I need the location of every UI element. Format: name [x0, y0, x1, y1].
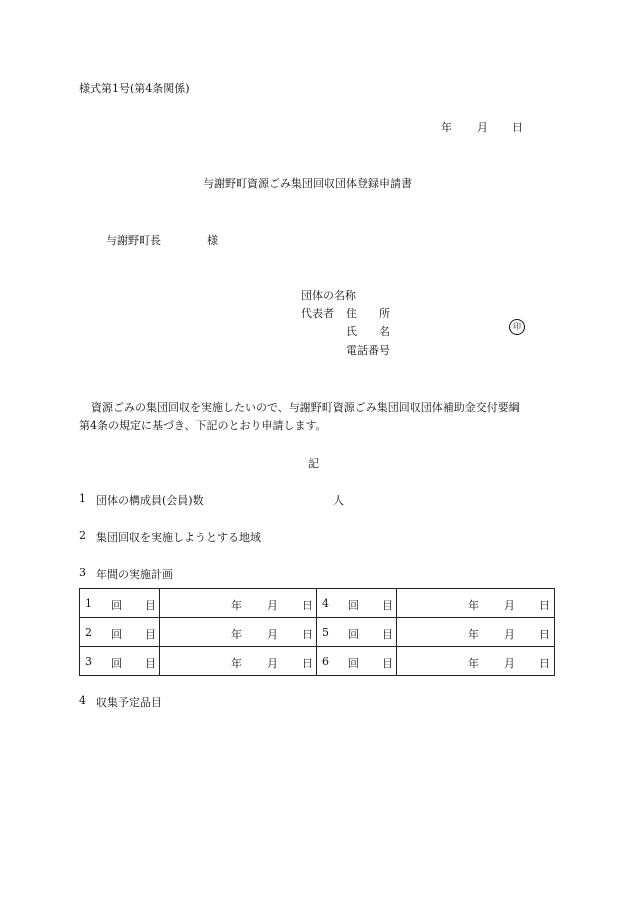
phone-label: 電話番号 [346, 344, 390, 357]
year-label: 年 [231, 657, 242, 670]
kai-label: 回 [111, 599, 122, 612]
table-row [80, 589, 555, 618]
year-label: 年 [231, 628, 242, 641]
kai-label: 回 [348, 599, 359, 612]
kai-label: 回 [111, 628, 122, 641]
day-label: 日 [539, 599, 550, 612]
collection-date-cell [397, 647, 555, 676]
collection-date-cell [397, 618, 555, 647]
item-1-number: 1 [79, 492, 86, 505]
year-label: 年 [468, 657, 479, 670]
kai-label: 回 [348, 628, 359, 641]
item-4-label: 収集予定品目 [96, 696, 162, 709]
month-label: 月 [504, 599, 515, 612]
name-label: 氏 名 [346, 325, 390, 338]
body-text-line-1: 資源ごみの集団回収を実施したいので、与謝野町資源ごみ集団回収団体補助金交付要綱 [91, 401, 520, 414]
item-2-number: 2 [79, 529, 86, 542]
collection-number: 1 [85, 597, 92, 610]
me-label: 目 [382, 599, 393, 612]
table-row [80, 647, 555, 676]
kai-label: 回 [348, 657, 359, 670]
item-3-number: 3 [79, 566, 86, 579]
date-year-label: 年 [441, 121, 452, 134]
year-label: 年 [468, 628, 479, 641]
ki-heading: 記 [308, 457, 319, 470]
collection-count-cell [317, 618, 397, 647]
me-label: 目 [145, 628, 156, 641]
day-label: 日 [539, 628, 550, 641]
collection-date-cell [160, 647, 317, 676]
form-number: 様式第1号(第4条関係) [79, 82, 190, 95]
collection-number: 3 [85, 655, 92, 668]
day-label: 日 [302, 599, 313, 612]
me-label: 目 [145, 599, 156, 612]
collection-count-cell [80, 618, 160, 647]
collection-count-cell [80, 647, 160, 676]
address-label: 住 所 [346, 307, 390, 320]
me-label: 目 [382, 657, 393, 670]
collection-date-cell [160, 618, 317, 647]
body-text-line-2: 第4条の規定に基づき、下記のとおり申請します。 [79, 419, 327, 432]
document-title: 与謝野町資源ごみ集団回収団体登録申請書 [203, 177, 412, 190]
day-label: 日 [539, 657, 550, 670]
collection-date-cell [397, 589, 555, 618]
representative-label: 代表者 [301, 307, 334, 320]
item-4-number: 4 [79, 694, 86, 707]
collection-count-cell [317, 589, 397, 618]
me-label: 目 [145, 657, 156, 670]
date-month-label: 月 [477, 121, 488, 134]
item-1-unit: 人 [333, 494, 344, 507]
year-label: 年 [468, 599, 479, 612]
month-label: 月 [267, 657, 278, 670]
kai-label: 回 [111, 657, 122, 670]
me-label: 目 [382, 628, 393, 641]
collection-count-cell [80, 589, 160, 618]
annual-plan-table [79, 588, 555, 676]
year-label: 年 [231, 599, 242, 612]
month-label: 月 [267, 628, 278, 641]
month-label: 月 [504, 628, 515, 641]
group-name-label: 団体の名称 [301, 289, 356, 302]
addressee-honorific: 様 [207, 234, 218, 247]
table-row [80, 618, 555, 647]
collection-date-cell [160, 589, 317, 618]
day-label: 日 [302, 657, 313, 670]
item-3-label: 年間の実施計画 [96, 568, 173, 581]
month-label: 月 [267, 599, 278, 612]
addressee-name: 与謝野町長 [106, 234, 161, 247]
collection-count-cell [317, 647, 397, 676]
collection-number: 4 [322, 597, 329, 610]
collection-number: 2 [85, 626, 92, 639]
item-2-label: 集団回収を実施しようとする地域 [96, 531, 261, 544]
seal-mark: 印 [509, 319, 525, 335]
item-1-label: 団体の構成員(会員)数 [96, 494, 204, 507]
collection-number: 5 [322, 626, 329, 639]
month-label: 月 [504, 657, 515, 670]
date-day-label: 日 [512, 121, 523, 134]
day-label: 日 [302, 628, 313, 641]
collection-number: 6 [322, 655, 329, 668]
